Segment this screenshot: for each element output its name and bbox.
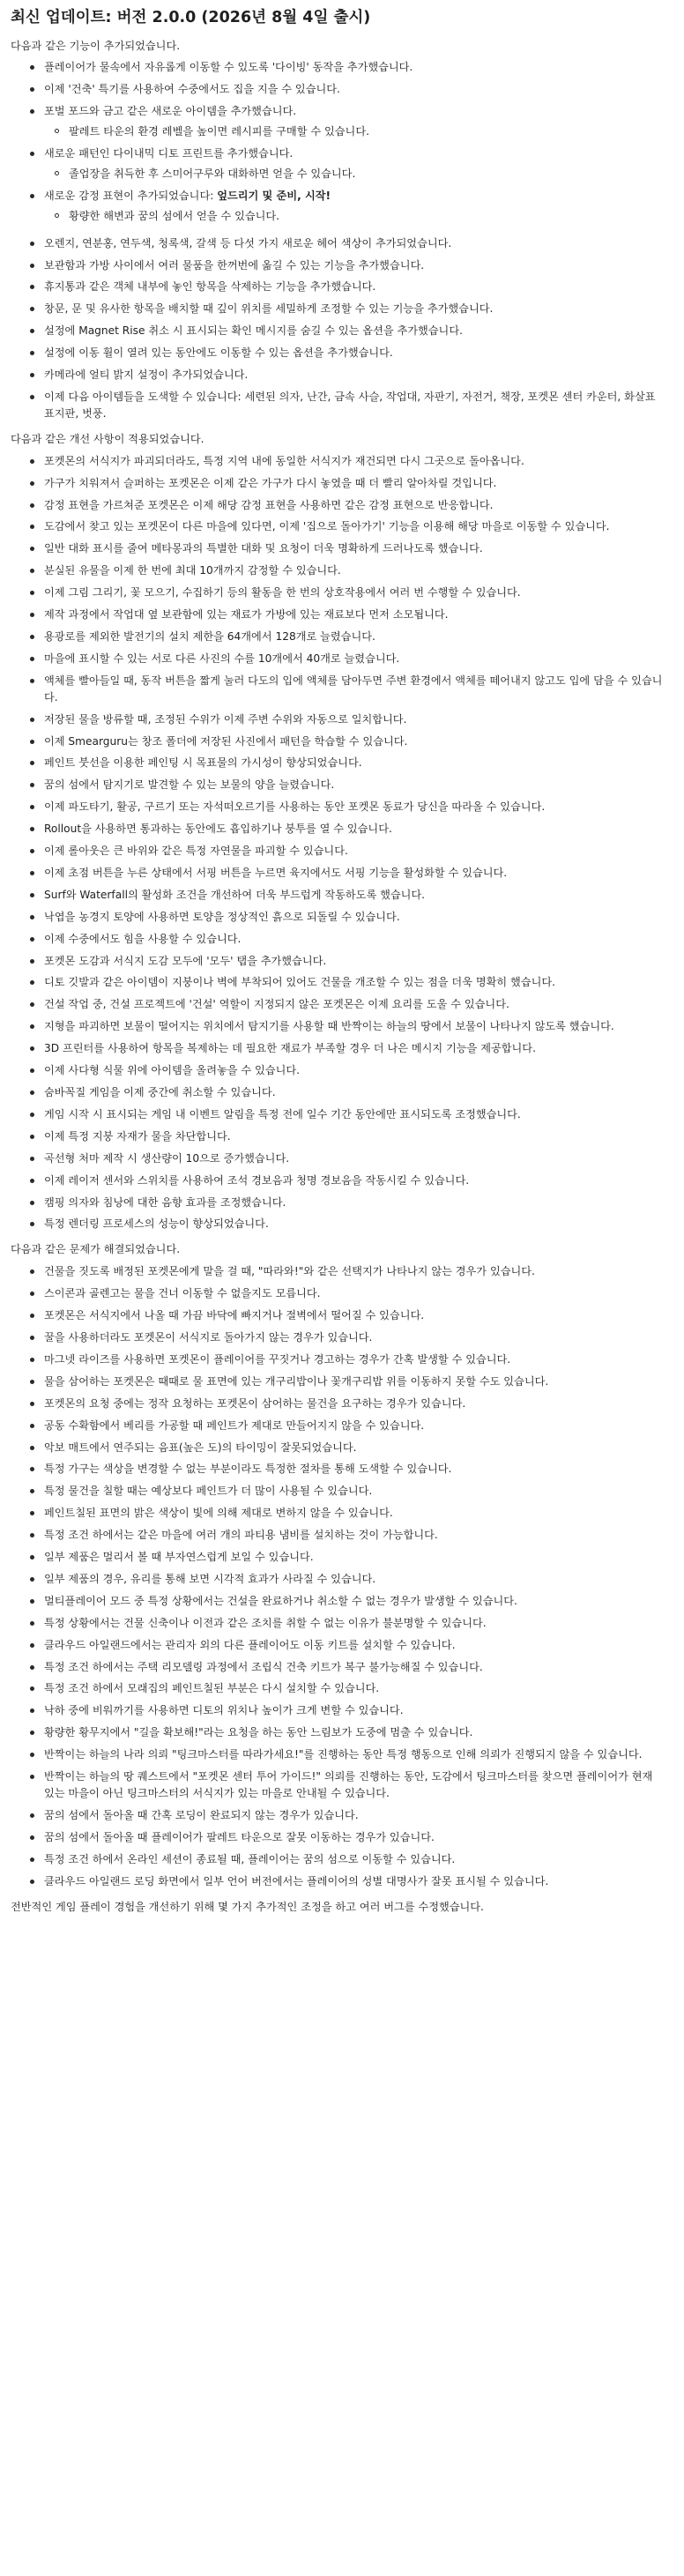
improvement-item: 특정 렌더링 프로세스의 성능이 향상되었습니다. bbox=[44, 1216, 665, 1232]
feature-text: 새로운 감정 표현이 추가되었습니다: bbox=[44, 189, 218, 202]
improvement-item: 이제 특정 지붕 자재가 물을 차단합니다. bbox=[44, 1128, 665, 1145]
improvement-item: 게임 시작 시 표시되는 게임 내 이벤트 알림을 특정 전에 일수 기간 동안에만 표시되도록 조정했습니다. bbox=[44, 1106, 665, 1123]
improvement-item: 포켓몬 도감과 서식지 도감 모두에 '모두' 탭을 추가했습니다. bbox=[44, 953, 665, 970]
improvement-item: 이제 그림 그리기, 꽃 모으기, 수집하기 등의 활동을 한 번의 상호작용에서 여러 번 수행할 수 있습니다. bbox=[44, 584, 665, 601]
feature-subitem: 졸업장을 취득한 후 스미어구루와 대화하면 얻을 수 있습니다. bbox=[69, 166, 665, 182]
improvement-item: 제작 과정에서 작업대 옆 보관함에 있는 재료가 가방에 있는 재료보다 먼저 소모됩니다. bbox=[44, 607, 665, 623]
fix-item: 공동 수확함에서 베리를 가공할 때 페인트가 제대로 만들어지지 않을 수 있습니다. bbox=[44, 1418, 665, 1434]
improvement-item: 감정 표현을 가르쳐준 포켓몬은 이제 해당 감정 표현을 사용하면 같은 감정 표현으로 반응합니다. bbox=[44, 497, 665, 514]
feature-item bbox=[44, 389, 665, 422]
fix-item: 꿈의 섬에서 돌아올 때 간혹 로딩이 완료되지 않는 경우가 있습니다. bbox=[44, 1807, 665, 1824]
features-list bbox=[11, 59, 665, 421]
improvement-item: 이제 파도타기, 활공, 구르기 또는 자석떠오르기를 사용하는 동안 포켓몬 동료가 당신을 따라올 수 있습니다. bbox=[44, 799, 665, 815]
fix-item: 페인트칠된 표면의 밝은 색상이 빛에 의해 제대로 변하지 않을 수 있습니다. bbox=[44, 1505, 665, 1522]
fixes-intro: 다음과 같은 문제가 해결되었습니다. bbox=[11, 1243, 181, 1256]
feature-text: 오렌지, 연분홍, 연두색, 청록색, 갈색 등 다섯 가지 새로운 헤어 색상이 추가되었습니다. bbox=[44, 236, 452, 249]
fix-item: 낙하 중에 비워까기를 사용하면 디토의 위치나 높이가 크게 변할 수 있습니다. bbox=[44, 1702, 665, 1719]
fix-item: 꿀을 사용하더라도 포켓몬이 서식지로 돌아가지 않는 경우가 있습니다. bbox=[44, 1329, 665, 1346]
feature-item bbox=[44, 188, 665, 225]
feature-text: 포벌 포드와 금고 같은 새로운 아이템을 추가했습니다. bbox=[44, 105, 297, 118]
fix-item: 물을 삼어하는 포켓몬은 때때로 물 표면에 있는 개구리밥이나 꽃개구리밥 위를 이동하지 못할 수도 있습니다. bbox=[44, 1374, 665, 1390]
improvements-intro: 다음과 같은 개선 사항이 적용되었습니다. bbox=[11, 432, 204, 445]
improvement-item: 꿈의 섬에서 탐지기로 발견할 수 있는 보물의 양을 늘렸습니다. bbox=[44, 777, 665, 793]
feature-item bbox=[44, 301, 665, 317]
improvement-item: 이제 사다형 식물 위에 아이템을 올려놓을 수 있습니다. bbox=[44, 1062, 665, 1079]
improvement-item: 이제 롤아웃은 큰 바위와 같은 특정 자연물을 파괴할 수 있습니다. bbox=[44, 843, 665, 860]
fix-item: 특정 상황에서는 건물 신축이나 이전과 같은 조치를 취할 수 없는 이유가 불분명할 수 있습니다. bbox=[44, 1615, 665, 1632]
feature-text: 플레이어가 물속에서 자유롭게 이동할 수 있도록 '다이빙' 동작을 추가했습니다. bbox=[44, 61, 413, 74]
feature-text: 휴지통과 같은 객체 내부에 놓인 항목을 삭제하는 기능을 추가했습니다. bbox=[44, 280, 376, 294]
fix-item: 특정 물건을 칠할 때는 예상보다 페인트가 더 많이 사용될 수 있습니다. bbox=[44, 1483, 665, 1500]
feature-text: 이제 다음 아이템들을 도색할 수 있습니다: 세련된 의자, 난간, 금속 사슬, 작업대, 자판기, 자전거, 책장, 포켓몬 센터 카운터, 화살표 표지판, 벗풍. bbox=[44, 391, 656, 420]
feature-text: 새로운 패턴인 다이내믹 디토 프린트를 추가했습니다. bbox=[44, 147, 294, 160]
improvement-item: 3D 프린터를 사용하여 항목을 복제하는 데 필요한 재료가 부족할 경우 더 나은 메시지 기능을 제공합니다. bbox=[44, 1040, 665, 1057]
fix-item: 마그넷 라이즈를 사용하면 포켓몬이 플레이어를 꾸짓거나 경고하는 경우가 간혹 발생할 수 있습니다. bbox=[44, 1351, 665, 1368]
feature-text: 설정에 Magnet Rise 취소 시 표시되는 확인 메시지를 숨길 수 있는 옵션을 추가했습니다. bbox=[44, 324, 463, 338]
fix-item: 포켓몬의 요청 중에는 정작 요청하는 포켓몬이 삼어하는 물건을 요구하는 경우가 있습니다. bbox=[44, 1396, 665, 1412]
feature-text: 보관함과 가방 사이에서 여러 물품을 한꺼번에 옮길 수 있는 기능을 추가했습니다. bbox=[44, 258, 425, 272]
feature-item bbox=[44, 279, 665, 295]
improvement-item: 숨바꼭질 게임을 이제 중간에 취소할 수 있습니다. bbox=[44, 1084, 665, 1101]
fix-item: 황량한 황무지에서 "길을 확보해!"라는 요청을 하는 동안 느림보가 도중에 멈출 수 있습니다. bbox=[44, 1724, 665, 1741]
fix-item: 스이콘과 골렌고는 물을 건너 이동할 수 없을지도 모릅니다. bbox=[44, 1285, 665, 1302]
fix-item: 일부 제품은 멀리서 볼 때 부자연스럽게 보일 수 있습니다. bbox=[44, 1549, 665, 1566]
improvement-item: 일반 대화 표시를 줄여 메타몽과의 특별한 대화 및 요청이 더욱 명확하게 드러나도록 했습니다. bbox=[44, 540, 665, 557]
improvement-item: 포켓몬의 서식지가 파괴되더라도, 특정 지역 내에 동일한 서식지가 재건되면 다시 그곳으로 돌아옵니다. bbox=[44, 453, 665, 470]
improvement-item: 낙엽을 농경지 토양에 사용하면 토양을 정상적인 흙으로 되돌릴 수 있습니다. bbox=[44, 909, 665, 926]
feature-item bbox=[44, 367, 665, 383]
improvement-item: 액체를 빨아들일 때, 동작 버튼을 짧게 눌러 다도의 입에 액체를 담아두면 주변 환경에서 액체를 떼어내지 않고도 입에 담을 수 있습니다. bbox=[44, 673, 665, 706]
fix-item: 반짝이는 하늘의 나라 의뢰 "팅크마스터를 따라가세요!"를 진행하는 동안 특정 행동으로 인해 의뢰가 진행되지 않을 수 있습니다. bbox=[44, 1746, 665, 1763]
fix-item: 클라우드 아일랜드에서는 관리자 외의 다른 플레이어도 이동 키트를 설치할 수 있습니다. bbox=[44, 1637, 665, 1654]
improvement-item: 디토 깃발과 같은 아이템이 지붕이나 벽에 부착되어 있어도 건물을 개조할 수 있는 점을 더욱 명확히 했습니다. bbox=[44, 974, 665, 991]
improvement-item: 가구가 치워져서 슬퍼하는 포켓몬은 이제 같은 가구가 다시 놓였을 때 더 빨리 알아차릴 것입니다. bbox=[44, 475, 665, 492]
improvement-item: 건설 작업 중, 건설 프로젝트에 '건설' 역할이 지정되지 않은 포켓몬은 이제 요리를 도울 수 있습니다. bbox=[44, 996, 665, 1013]
feature-subitem: 황량한 해변과 꿈의 섬에서 얻을 수 있습니다. bbox=[69, 208, 665, 225]
improvement-item: 이제 초점 버튼을 누른 상태에서 서핑 버튼을 누르면 육지에서도 서핑 기능을 활성화할 수 있습니다. bbox=[44, 865, 665, 882]
fix-item: 특정 조건 하에서 모래집의 페인트칠된 부분은 다시 설치할 수 있습니다. bbox=[44, 1680, 665, 1697]
outro-text: 전반적인 게임 플레이 경험을 개선하기 위해 몇 가지 추가적인 조정을 하고 여러 버그를 수정했습니다. bbox=[11, 1900, 484, 1913]
improvement-item: 페인트 붓선을 이용한 페인팅 시 목표물의 가시성이 향상되었습니다. bbox=[44, 755, 665, 771]
improvement-item: 이제 레이저 센서와 스위치를 사용하여 조석 경보음과 청명 경보음을 작동시킬 수 있습니다. bbox=[44, 1173, 665, 1189]
improvement-item: 이제 Smearguru는 창조 폴더에 저장된 사진에서 패턴을 학습할 수 있습니다. bbox=[44, 733, 665, 750]
fix-item: 특정 가구는 색상을 변경할 수 없는 부분이라도 특정한 절차를 통해 도색할 수 있습니다. bbox=[44, 1461, 665, 1478]
improvement-item: 이제 수중에서도 힘을 사용할 수 있습니다. bbox=[44, 931, 665, 948]
fix-item: 포켓몬은 서식지에서 나올 때 가끔 바닥에 빠지거나 절벽에서 떨어질 수 있습니다. bbox=[44, 1307, 665, 1324]
feature-sublist bbox=[44, 208, 665, 225]
feature-item bbox=[44, 59, 665, 76]
feature-emphasis: 엎드리기 및 준비, 시작! bbox=[217, 189, 331, 202]
improvement-item: 저장된 물을 방류할 때, 조정된 수위가 이제 주변 수위와 자동으로 일치합니다. bbox=[44, 711, 665, 728]
fix-item: 멀티플레이어 모드 중 특정 상황에서는 건설을 완료하거나 취소할 수 없는 경우가 발생할 수 있습니다. bbox=[44, 1593, 665, 1610]
improvement-item: Rollout을 사용하면 통과하는 동안에도 흡입하기나 붕투를 열 수 있습니다. bbox=[44, 821, 665, 838]
feature-item bbox=[44, 257, 665, 274]
feature-sublist bbox=[44, 123, 665, 140]
feature-text: 이제 '건축' 특기를 사용하여 수중에서도 집을 지을 수 있습니다. bbox=[44, 83, 340, 96]
fix-item: 반짝이는 하늘의 땅 퀘스트에서 "포켓몬 센터 투어 가이드!" 의뢰를 진행하는 동안, 도감에서 팅크마스터를 찾으면 플레이어가 현재 있는 마을이 아닌 팅크마스터의 서식지가 있는 마을로 안내될 수 있습니다. bbox=[44, 1768, 665, 1802]
improvement-item: 곡선형 처마 제작 시 생산량이 10으로 증가했습니다. bbox=[44, 1150, 665, 1167]
fix-item: 일부 제품의 경우, 유리를 통해 보면 시각적 효과가 사라질 수 있습니다. bbox=[44, 1571, 665, 1588]
improvement-item: 용광로를 제외한 발전기의 설치 제한을 64개에서 128개로 늘렸습니다. bbox=[44, 629, 665, 645]
fix-item: 건물을 짓도록 배정된 포켓몬에게 말을 걸 때, "따라와!"와 같은 선택지가 나타나지 않는 경우가 있습니다. bbox=[44, 1263, 665, 1280]
fix-item: 꿈의 섬에서 돌아올 때 플레이어가 팔레트 타운으로 잘못 이동하는 경우가 있습니다. bbox=[44, 1829, 665, 1846]
feature-item bbox=[44, 145, 665, 182]
feature-subitem: 팔레트 타운의 환경 레벨을 높이면 레시피를 구매할 수 있습니다. bbox=[69, 123, 665, 140]
feature-text: 설정에 이동 휠이 열려 있는 동안에도 이동할 수 있는 옵션을 추가했습니다. bbox=[44, 346, 393, 360]
fix-item: 특정 조건 하에서 온라인 세션이 종료될 때, 플레이어는 꿈의 섬으로 이동할 수 있습니다. bbox=[44, 1851, 665, 1868]
improvement-item: 분실된 유물을 이제 한 번에 최대 10개까지 감정할 수 있습니다. bbox=[44, 562, 665, 579]
improvement-item: Surf와 Waterfall의 활성화 조건을 개선하여 더욱 부드럽게 작동하도록 했습니다. bbox=[44, 887, 665, 904]
feature-item bbox=[44, 323, 665, 339]
feature-item bbox=[44, 235, 665, 252]
fix-item: 특정 조건 하에서는 같은 마을에 여러 개의 파티용 냄비를 설치하는 것이 가능합니다. bbox=[44, 1527, 665, 1544]
feature-text: 카메라에 얼티 밝지 설정이 추가되었습니다. bbox=[44, 369, 249, 382]
fix-item: 특정 조건 하에서는 주택 리모델링 과정에서 조립식 건축 키트가 복구 불가능해질 수 있습니다. bbox=[44, 1659, 665, 1676]
improvement-item: 지형을 파괴하면 보물이 떨어지는 위치에서 탐지기를 사용할 때 반짝이는 하늘의 땅에서 보물이 나타나지 않도록 했습니다. bbox=[44, 1018, 665, 1035]
feature-item bbox=[44, 103, 665, 140]
improvement-item: 마을에 표시할 수 있는 서로 다른 사진의 수를 10개에서 40개로 늘렸습니다. bbox=[44, 651, 665, 667]
features-intro: 다음과 같은 기능이 추가되었습니다. bbox=[11, 39, 181, 52]
fix-item: 악보 매트에서 연주되는 음표(높은 도)의 타이밍이 잘못되었습니다. bbox=[44, 1440, 665, 1456]
improvement-item: 도감에서 찾고 있는 포켓몬이 다른 마을에 있다면, 이제 '집으로 돌아가기' 기능을 이용해 해당 마을로 이동할 수 있습니다. bbox=[44, 518, 665, 535]
feature-item bbox=[44, 345, 665, 361]
feature-text: 창문, 문 및 유사한 항목을 배치할 때 깊이 위치를 세밀하게 조정할 수 있는 기능을 추가했습니다. bbox=[44, 302, 494, 316]
improvements-list bbox=[11, 453, 665, 1233]
improvement-item: 캠핑 의자와 침낭에 대한 음향 효과를 조정했습니다. bbox=[44, 1195, 665, 1211]
feature-sublist bbox=[44, 166, 665, 182]
fixes-list bbox=[11, 1263, 665, 1889]
feature-item bbox=[44, 81, 665, 98]
fix-item: 클라우드 아일랜드 로딩 화면에서 일부 언어 버전에서는 플레이어의 성별 대명사가 잘못 표시될 수 있습니다. bbox=[44, 1873, 665, 1890]
page-title: 최신 업데이트: 버전 2.0.0 (2026년 8월 4일 출시) bbox=[11, 9, 371, 26]
